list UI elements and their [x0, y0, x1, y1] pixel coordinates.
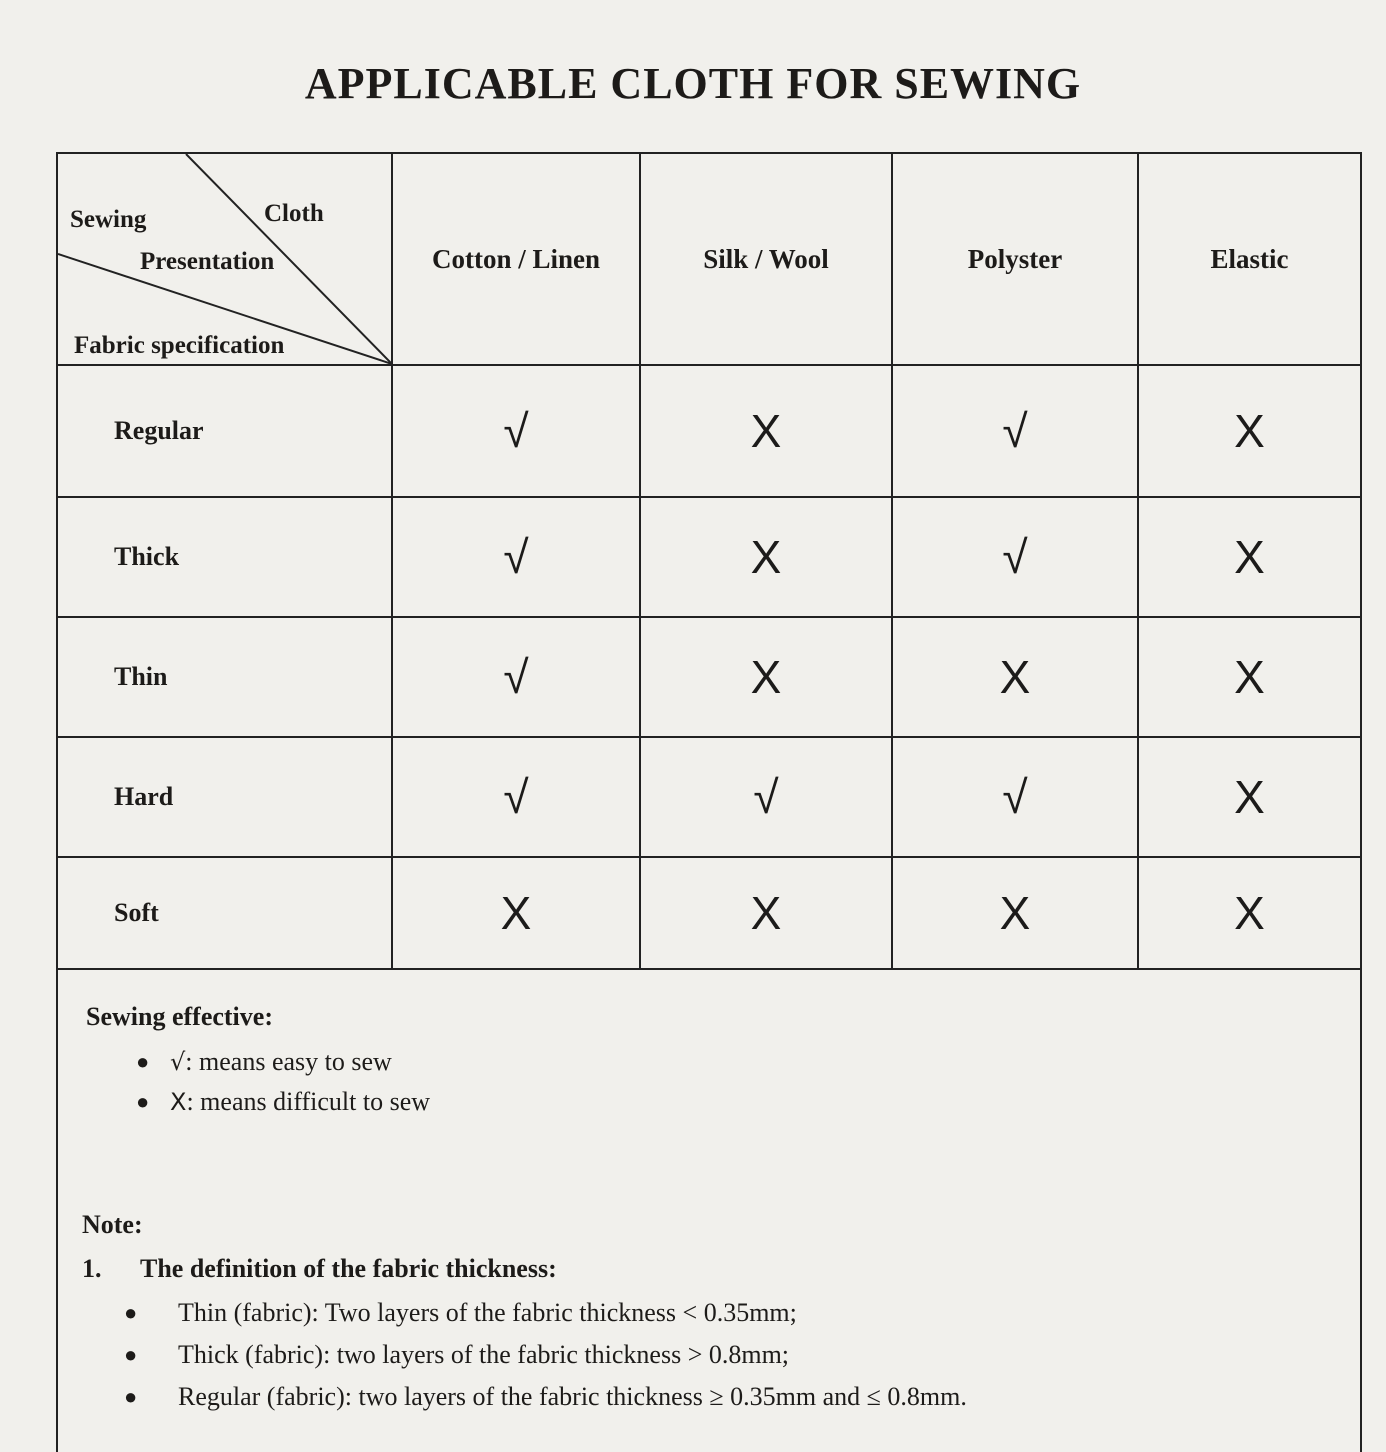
definition-text: Regular (fabric): two layers of the fabric thickness ≥ 0.35mm and ≤ 0.8mm. — [178, 1382, 967, 1411]
definition-thin — [124, 1292, 1322, 1334]
bullet-icon: ● — [136, 1089, 150, 1114]
mark-cell: √ — [892, 497, 1138, 617]
row-label-hard: Hard — [58, 737, 392, 857]
legend-text: : means difficult to sew — [186, 1087, 431, 1116]
legend-item-difficult — [136, 1082, 430, 1122]
mark-cell: X — [1138, 617, 1360, 737]
mark-cell: √ — [392, 737, 640, 857]
applicable-cloth-table — [58, 154, 1360, 970]
page-title: APPLICABLE CLOTH FOR SEWING — [304, 59, 1082, 108]
table-row — [58, 737, 1360, 857]
corner-label-sewing: Sewing — [70, 206, 147, 233]
corner-label-presentation: Presentation — [140, 248, 275, 275]
note-heading: Note: — [82, 1210, 143, 1239]
note-section — [82, 1210, 1322, 1418]
column-header-silk-wool: Silk / Wool — [640, 154, 892, 365]
mark-cell: X — [892, 857, 1138, 969]
row-label-thin: Thin — [58, 617, 392, 737]
table-row — [58, 617, 1360, 737]
column-header-polyster: Polyster — [892, 154, 1138, 365]
mark-cell: √ — [392, 497, 640, 617]
definition-thick — [124, 1334, 1322, 1376]
column-header-elastic: Elastic — [1138, 154, 1360, 365]
mark-cell: X — [892, 617, 1138, 737]
mark-cell: √ — [892, 737, 1138, 857]
sewing-effective-legend — [86, 1002, 430, 1122]
mark-cell: X — [1138, 365, 1360, 497]
bullet-icon: ● — [124, 1342, 138, 1367]
mark-cell: X — [640, 857, 892, 969]
column-header-cotton-linen: Cotton / Linen — [392, 154, 640, 365]
note-item-heading — [82, 1254, 1322, 1284]
mark-cell: X — [1138, 497, 1360, 617]
mark-cell: X — [640, 497, 892, 617]
cloth-table-sheet — [56, 152, 1362, 1452]
legend-item-easy — [136, 1042, 430, 1082]
mark-cell: X — [640, 365, 892, 497]
legend-text: : means easy to sew — [185, 1047, 392, 1076]
corner-label-fabric-specification: Fabric specification — [74, 332, 285, 359]
table-row — [58, 365, 1360, 497]
mark-cell: √ — [892, 365, 1138, 497]
bullet-icon: ● — [124, 1300, 138, 1325]
table-row — [58, 497, 1360, 617]
check-mark-symbol: √ — [170, 1048, 186, 1076]
bullet-icon: ● — [136, 1049, 150, 1074]
mark-cell: X — [1138, 857, 1360, 969]
corner-header-cell — [58, 154, 392, 365]
note-number: 1. — [82, 1254, 102, 1283]
corner-label-cloth: Cloth — [264, 200, 324, 227]
legend-list — [86, 1042, 430, 1122]
row-label-soft: Soft — [58, 857, 392, 969]
definition-regular — [124, 1376, 1322, 1418]
definition-text: Thick (fabric): two layers of the fabric thickness > 0.8mm; — [178, 1340, 790, 1369]
mark-cell: X — [392, 857, 640, 969]
mark-cell: √ — [392, 617, 640, 737]
table-row — [58, 857, 1360, 969]
cross-mark-symbol: X — [170, 1088, 187, 1116]
mark-cell: X — [640, 617, 892, 737]
bullet-icon: ● — [124, 1384, 138, 1409]
mark-cell: √ — [392, 365, 640, 497]
table-header-row — [58, 154, 1360, 365]
note-subheading: The definition of the fabric thickness: — [140, 1254, 557, 1283]
mark-cell: X — [1138, 737, 1360, 857]
row-label-regular: Regular — [58, 365, 392, 497]
row-label-thick: Thick — [58, 497, 392, 617]
mark-cell: √ — [640, 737, 892, 857]
thickness-definition-list — [82, 1292, 1322, 1418]
definition-text: Thin (fabric): Two layers of the fabric thickness < 0.35mm; — [178, 1298, 797, 1327]
legend-heading: Sewing effective: — [86, 1002, 273, 1031]
